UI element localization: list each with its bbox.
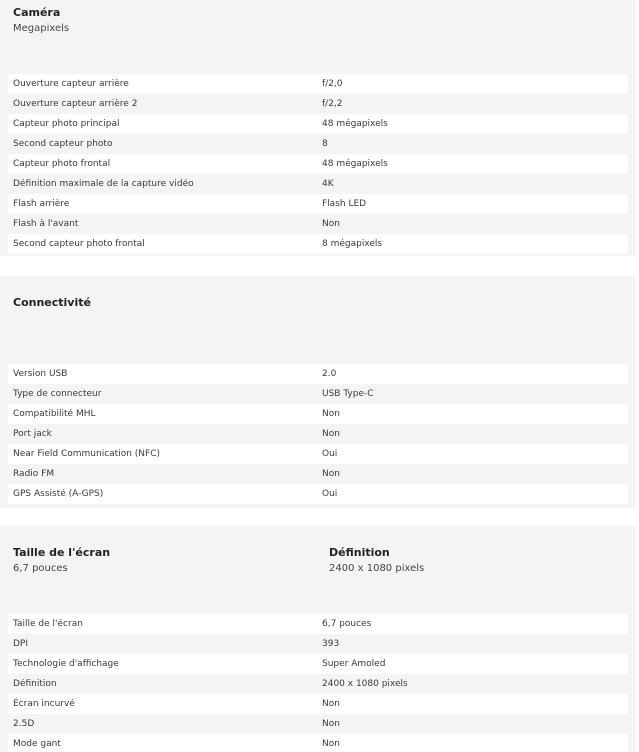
spec-row — [8, 194, 628, 214]
screen-size-title: Taille de l'écran — [13, 546, 111, 559]
spec-label: Radio FM — [13, 469, 55, 479]
spec-value: Non — [322, 699, 340, 709]
spec-row — [8, 654, 628, 674]
spec-value: Non — [322, 429, 340, 439]
screen-spec-table — [8, 614, 628, 752]
spec-row — [8, 234, 628, 254]
spec-value: Non — [322, 469, 340, 479]
definition-value: 2400 x 1080 pixels — [329, 563, 425, 574]
spec-value: 8 mégapixels — [322, 239, 383, 249]
spec-value: Oui — [322, 449, 338, 459]
spec-row — [8, 154, 628, 174]
spec-label: Capteur photo principal — [13, 119, 120, 129]
spec-label: Technologie d'affichage — [13, 659, 119, 669]
spec-value: Flash LED — [322, 199, 367, 209]
spec-value: 393 — [322, 639, 340, 649]
spec-label: Near Field Communication (NFC) — [13, 449, 160, 459]
spec-row — [8, 114, 628, 134]
spec-label: Second capteur photo frontal — [13, 239, 145, 249]
spec-row — [8, 214, 628, 234]
connectivity-section — [0, 276, 636, 508]
spec-row — [8, 734, 628, 752]
spec-row — [8, 424, 628, 444]
spec-value: Non — [322, 739, 340, 749]
spec-label: GPS Assisté (A-GPS) — [13, 489, 104, 499]
spec-row — [8, 364, 628, 384]
connectivity-title: Connectivité — [13, 296, 91, 309]
spec-value: 2.0 — [322, 369, 337, 379]
screen-section — [0, 526, 636, 752]
spec-row — [8, 404, 628, 424]
spec-row — [8, 74, 628, 94]
spec-row — [8, 464, 628, 484]
spec-value: 8 — [322, 139, 328, 149]
spec-value: Non — [322, 719, 340, 729]
camera-title: Caméra — [13, 6, 61, 19]
connectivity-spec-table — [8, 364, 628, 504]
spec-label: Définition maximale de la capture vidéo — [13, 179, 194, 189]
spec-label: 2.5D — [13, 719, 35, 729]
spec-label: DPI — [13, 639, 29, 649]
spec-row — [8, 444, 628, 464]
spec-row — [8, 674, 628, 694]
spec-row — [8, 384, 628, 404]
spec-value: 6,7 pouces — [322, 619, 372, 629]
camera-spec-table — [8, 74, 628, 254]
spec-label: Définition — [13, 679, 57, 689]
spec-label: Écran incurvé — [13, 699, 75, 709]
spec-row — [8, 634, 628, 654]
spec-row — [8, 694, 628, 714]
definition-title: Définition — [329, 546, 390, 559]
spec-row — [8, 714, 628, 734]
spec-value: 48 mégapixels — [322, 159, 388, 169]
camera-subtitle: Megapixels — [13, 23, 70, 34]
spec-row — [8, 484, 628, 504]
spec-value: USB Type-C — [322, 389, 374, 399]
spec-label: Mode gant — [13, 739, 61, 749]
spec-label: Flash arrière — [13, 199, 70, 209]
spec-value: f/2,2 — [322, 99, 343, 109]
spec-label: Compatibilité MHL — [13, 409, 96, 419]
spec-value: 4K — [322, 179, 334, 189]
spec-label: Port jack — [13, 429, 52, 439]
spec-value: Oui — [322, 489, 338, 499]
spec-value: f/2,0 — [322, 79, 343, 89]
spec-row — [8, 134, 628, 154]
spec-value: Super Amoled — [322, 659, 386, 669]
spec-value: 48 mégapixels — [322, 119, 388, 129]
spec-label: Ouverture capteur arrière — [13, 79, 129, 89]
spec-row — [8, 614, 628, 634]
spec-value: Non — [322, 409, 340, 419]
spec-label: Capteur photo frontal — [13, 159, 111, 169]
spec-label: Flash à l'avant — [13, 219, 79, 229]
spec-label: Version USB — [13, 369, 68, 379]
screen-size-value: 6,7 pouces — [13, 563, 68, 574]
spec-label: Second capteur photo — [13, 139, 113, 149]
spec-value: Non — [322, 219, 340, 229]
spec-row — [8, 94, 628, 114]
spec-label: Ouverture capteur arrière 2 — [13, 99, 138, 109]
spec-row — [8, 174, 628, 194]
camera-section — [0, 0, 636, 256]
spec-label: Type de connecteur — [13, 389, 102, 399]
spec-value: 2400 x 1080 pixels — [322, 679, 408, 689]
spec-label: Taille de l'écran — [13, 619, 83, 629]
